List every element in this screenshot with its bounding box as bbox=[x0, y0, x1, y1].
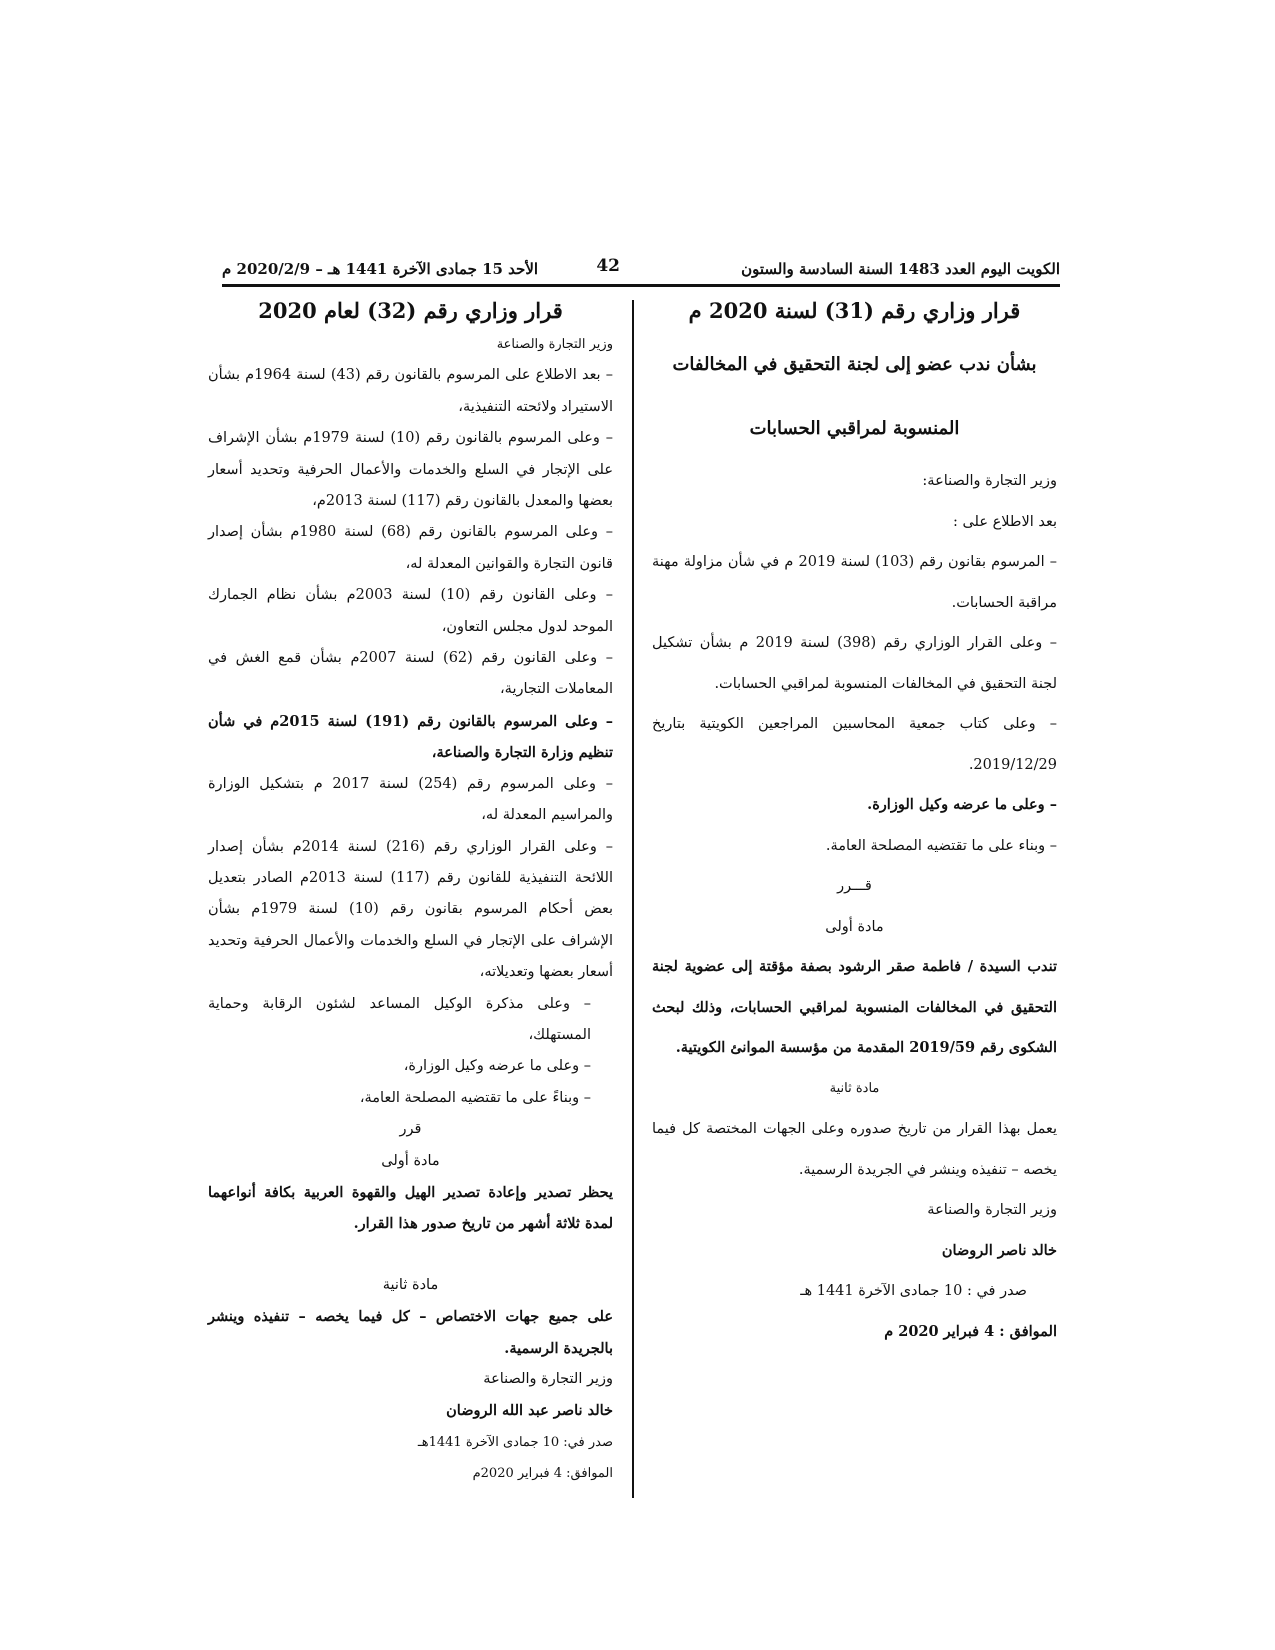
preamble-item: – بعد الاطلاع على المرسوم بالقانون رقم (43) لسنة 1964م بشأن الاستيراد ولائحته التنفيذية، bbox=[208, 367, 613, 415]
signature-title: وزير التجارة والصناعة bbox=[483, 1371, 613, 1387]
decided-heading: قـــرر bbox=[837, 878, 872, 894]
preamble-item: – وعلى القرار الوزاري رقم (216) لسنة 2014م بشأن إصدار اللائحة التنفيذية للقانون رقم (117) لسنة 2013م الصادر بتعديل بعض أحكام المرسوم بقانون رقم (10) لسنة 1979م بشأن الإشراف على الإتجار في السلع والخدمات والأعمال الحرفية وتحديد أسعار بعضها وتعديلاته، bbox=[208, 838, 613, 981]
preamble-item: – وبناءً على ما تقتضيه المصلحة العامة، bbox=[359, 1089, 591, 1106]
after-review: بعد الاطلاع على : bbox=[952, 513, 1057, 530]
preamble-item: – وعلى المرسوم بالقانون رقم (191) لسنة 2015م في شأن تنظيم وزارة التجارة والصناعة، bbox=[208, 712, 613, 762]
issued-date: صدر في : 10 جمادى الآخرة 1441 هـ bbox=[800, 1283, 1027, 1299]
article-2-heading: مادة ثانية bbox=[382, 1276, 439, 1293]
page-number: 42 bbox=[596, 256, 620, 276]
article-1-heading: مادة أولى bbox=[381, 1152, 440, 1169]
signature-name: خالد ناصر الروضان bbox=[941, 1241, 1057, 1259]
decision-31-subtitle-2: المنسوبة لمراقبي الحسابات bbox=[749, 418, 960, 439]
decision-31 bbox=[652, 298, 1057, 1352]
article-1-heading: مادة أولى bbox=[825, 918, 884, 935]
preamble-item: – وعلى كتاب جمعية المحاسبين المراجعين الكويتية بتاريخ 2019/12/29. bbox=[652, 716, 1057, 773]
running-header bbox=[222, 256, 1060, 284]
preamble-item: – المرسوم بقانون رقم (103) لسنة 2019 م في شأن مزاولة مهنة مراقبة الحسابات. bbox=[652, 554, 1057, 611]
article-1-text: تندب السيدة / فاطمة صقر الرشود بصفة مؤقتة إلى عضوية لجنة التحقيق في المخالفات المنسوبة لمراقبي الحسابات، وذلك لبحث الشكوى رقم 2019/59 المقدمة من مؤسسة الموانئ الكويتية. bbox=[652, 958, 1057, 1056]
header-rule bbox=[222, 284, 1060, 287]
preamble-item: – وعلى القرار الوزاري رقم (398) لسنة 2019 م بشأن تشكيل لجنة التحقيق في المخالفات المنسوبة لمراقبي الحسابات. bbox=[652, 635, 1057, 692]
issue-date: الأحد 15 جمادى الآخرة 1441 هـ – 2020/2/9 م bbox=[222, 260, 539, 278]
preamble-item: – وعلى ما عرضه وكيل الوزارة. bbox=[867, 796, 1057, 813]
signature-title: وزير التجارة والصناعة bbox=[927, 1202, 1057, 1218]
decision-31-subtitle-1: بشأن ندب عضو إلى لجنة التحقيق في المخالفات bbox=[672, 354, 1037, 375]
spacer bbox=[208, 1240, 613, 1270]
preamble-item: – وعلى المرسوم رقم (254) لسنة 2017 م بتشكيل الوزارة والمراسيم المعدلة له، bbox=[208, 775, 613, 824]
article-1-text: يحظر تصدير وإعادة تصدير الهيل والقهوة العربية بكافة أنواعهما لمدة ثلاثة أشهر من تاريخ صدور هذا القرار. bbox=[208, 1183, 613, 1233]
preamble-item: – وعلى القانون رقم (10) لسنة 2003م بشأن نظام الجمارك الموحد لدول مجلس التعاون، bbox=[208, 587, 613, 635]
corresponding-date: الموافق : 4 فبراير 2020 م bbox=[884, 1322, 1057, 1340]
article-2-text: على جميع جهات الاختصاص – كل فيما يخصه – تنفيذه وينشر بالجريدة الرسمية. bbox=[208, 1308, 613, 1357]
article-2-heading: مادة ثانية bbox=[829, 1080, 880, 1096]
decision-32-title: قرار وزاري رقم (32) لعام 2020 bbox=[258, 298, 563, 323]
column-divider bbox=[632, 300, 634, 1498]
preamble-item: – وعلى المرسوم بالقانون رقم (10) لسنة 1979م بشأن الإشراف على الإتجار في السلع والخدمات والأعمال الحرفية وتحديد أسعار بعضها والمعدل بالقانون رقم (117) لسنة 2013م، bbox=[208, 430, 613, 510]
decided-heading: قرر bbox=[399, 1121, 422, 1138]
preamble-item: – وعلى المرسوم بالقانون رقم (68) لسنة 1980م بشأن إصدار قانون التجارة والقوانين المعدلة له، bbox=[208, 524, 613, 572]
issued-date: صدر في: 10 جمادى الآخرة 1441هـ bbox=[417, 1434, 613, 1450]
article-2-text: يعمل بهذا القرار من تاريخ صدوره وعلى الجهات المختصة كل فيما يخصه – تنفيذه وينشر في الجريدة الرسمية. bbox=[652, 1121, 1057, 1178]
issue-info: الكويت اليوم العدد 1483 السنة السادسة والستون bbox=[741, 260, 1060, 278]
signature-name: خالد ناصر عبد الله الروضان bbox=[446, 1402, 613, 1420]
decision-32 bbox=[208, 298, 613, 1490]
preamble-item: – وبناء على ما تقتضيه المصلحة العامة. bbox=[825, 837, 1057, 854]
preamble-item: – وعلى مذكرة الوكيل المساعد لشئون الرقابة وحماية المستهلك، bbox=[208, 995, 591, 1043]
minister-intro: وزير التجارة والصناعة bbox=[496, 337, 613, 352]
minister-intro: وزير التجارة والصناعة: bbox=[922, 473, 1057, 489]
decision-31-title: قرار وزاري رقم (31) لسنة 2020 م bbox=[688, 298, 1021, 323]
preamble-item: – وعلى ما عرضه وكيل الوزارة، bbox=[403, 1058, 591, 1075]
preamble-item: – وعلى القانون رقم (62) لسنة 2007م بشأن قمع الغش في المعاملات التجارية، bbox=[208, 650, 613, 698]
corresponding-date: الموافق: 4 فبراير 2020م bbox=[472, 1466, 613, 1482]
